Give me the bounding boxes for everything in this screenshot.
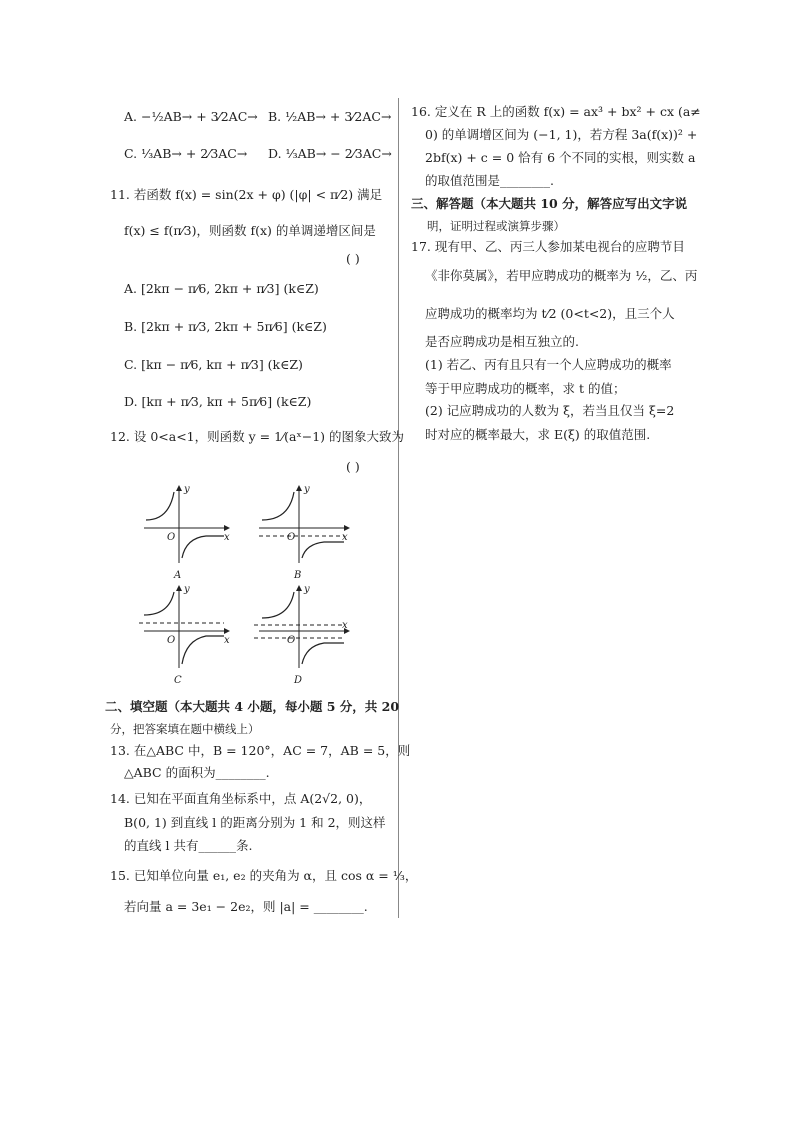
graph-d-origin: O xyxy=(287,635,296,646)
q17-line4: 是否应聘成功是相互独立的. xyxy=(425,334,579,349)
q11-stem-line1: 11. 若函数 f(x) = sin(2x + φ) (|φ| < π⁄2) 满足 xyxy=(110,187,383,202)
q10-option-a: A. −½AB→ + 3⁄2AC→ xyxy=(124,109,258,124)
section-3-subheading: 明，证明过程或演算步骤） xyxy=(427,219,565,233)
q12-graphs xyxy=(134,478,364,693)
q17-line1: 17. 现有甲、乙、丙三人参加某电视台的应聘节目 xyxy=(411,239,685,254)
q14-line1: 14. 已知在平面直角坐标系中，点 A(2√2, 0)， xyxy=(110,791,372,806)
graph-a-y-label: y xyxy=(184,484,190,495)
q17-line7: (2) 记应聘成功的人数为 ξ，若当且仅当 ξ=2 xyxy=(425,403,675,418)
graph-a-x-label: x xyxy=(224,532,230,543)
q10-option-b: B. ½AB→ + 3⁄2AC→ xyxy=(268,109,392,124)
q15-line2: 若向量 a = 3e₁ − 2e₂，则 |a| = ________. xyxy=(124,899,368,914)
graph-b-caption: B xyxy=(294,570,302,581)
q11-option-b: B. [2kπ + π⁄3, 2kπ + 5π⁄6] (k∈Z) xyxy=(124,319,327,334)
graph-b xyxy=(259,484,349,581)
q17-line8: 时对应的概率最大，求 E(ξ) 的取值范围. xyxy=(425,427,651,442)
q11-option-d: D. [kπ + π⁄3, kπ + 5π⁄6] (k∈Z) xyxy=(124,394,312,409)
graph-b-y-label: y xyxy=(304,484,310,495)
graph-c xyxy=(139,584,230,686)
q11-stem-line2: f(x) ≤ f(π⁄3)，则函数 f(x) 的单调递增区间是 xyxy=(124,223,376,238)
graph-d xyxy=(254,584,349,686)
graph-d-caption: D xyxy=(294,675,303,686)
graph-d-y-label: y xyxy=(304,584,310,595)
column-divider xyxy=(398,98,399,918)
section-2-heading: 二、填空题（本大题共 4 小题，每小题 5 分，共 20 xyxy=(105,699,400,714)
graph-b-origin: O xyxy=(287,532,296,543)
graph-c-y-label: y xyxy=(184,584,190,595)
q17-line2: 《非你莫属》，若甲应聘成功的概率为 ½，乙、丙 xyxy=(425,268,698,283)
q16-line2: 0) 的单调增区间为 (−1, 1)，若方程 3a(f(x))² + xyxy=(425,127,698,142)
section-3-heading: 三、解答题（本大题共 10 分，解答应写出文字说 xyxy=(411,196,688,211)
q11-option-a: A. [2kπ − π⁄6, 2kπ + π⁄3] (k∈Z) xyxy=(124,281,319,296)
q15-line1: 15. 已知单位向量 e₁, e₂ 的夹角为 α，且 cos α = ⅓， xyxy=(110,868,418,883)
q12-answer-paren: ( ) xyxy=(346,459,360,474)
q14-line3: 的直线 l 共有______条. xyxy=(124,838,253,853)
graph-c-caption: C xyxy=(174,675,182,686)
graph-d-x-label: x xyxy=(342,620,348,631)
q16-line3: 2bf(x) + c = 0 恰有 6 个不同的实根，则实数 a xyxy=(425,150,696,165)
q17-line3: 应聘成功的概率均为 t⁄2 (0<t<2)，且三个人 xyxy=(425,306,675,321)
q13-line1: 13. 在△ABC 中，B = 120°，AC = 7，AB = 5，则 xyxy=(110,743,411,758)
graph-a xyxy=(144,484,230,581)
graph-c-origin: O xyxy=(167,635,176,646)
q16-line4: 的取值范围是________. xyxy=(425,173,554,188)
q11-option-c: C. [kπ − π⁄6, kπ + π⁄3] (k∈Z) xyxy=(124,357,303,372)
q13-line2: △ABC 的面积为________. xyxy=(124,765,270,780)
q12-stem: 12. 设 0<a<1，则函数 y = 1⁄(aˣ−1) 的图象大致为 xyxy=(110,429,405,444)
q17-line5: (1) 若乙、丙有且只有一个人应聘成功的概率 xyxy=(425,357,672,372)
q10-option-d: D. ⅓AB→ − 2⁄3AC→ xyxy=(268,146,392,161)
q16-line1: 16. 定义在 R 上的函数 f(x) = ax³ + bx² + cx (a≠ xyxy=(411,104,701,119)
q10-option-c: C. ⅓AB→ + 2⁄3AC→ xyxy=(124,146,248,161)
graph-b-x-label: x xyxy=(342,532,348,543)
q17-line6: 等于甲应聘成功的概率，求 t 的值； xyxy=(425,381,626,396)
q14-line2: B(0, 1) 到直线 l 的距离分别为 1 和 2，则这样 xyxy=(124,815,386,830)
section-2-subheading: 分，把答案填在题中横线上） xyxy=(110,722,260,736)
graph-c-x-label: x xyxy=(224,635,230,646)
graph-a-origin: O xyxy=(167,532,176,543)
q11-answer-paren: ( ) xyxy=(346,251,360,266)
graph-a-caption: A xyxy=(174,570,182,581)
